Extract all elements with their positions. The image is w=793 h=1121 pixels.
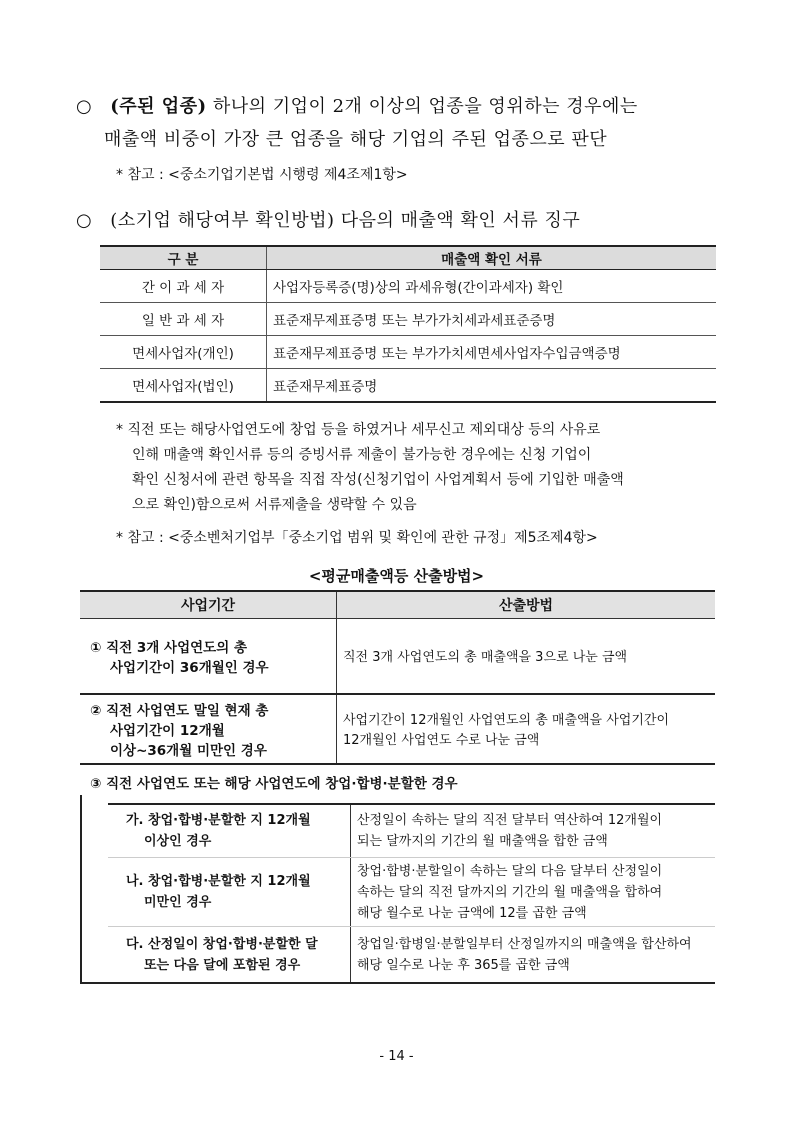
- table-row: [108, 927, 715, 984]
- paragraph-line: 하나의 기업이 2개 이상의 업종을 영위하는 경우에는: [212, 96, 638, 117]
- table-cell: 면세사업자(개인): [100, 336, 267, 369]
- section-text: (소기업 해당여부 확인방법) 다음의 매출액 확인 서류 징구: [110, 210, 581, 231]
- cell-line: 가. 창업·합병·분할한 지 12개월: [126, 813, 311, 828]
- table-row: [100, 336, 716, 369]
- startup-merger-method-table: [108, 803, 715, 983]
- table-cell: 사업자등록증(명)상의 과세유형(간이과세자) 확인: [267, 270, 717, 303]
- table-cell: 면세사업자(법인): [100, 369, 267, 403]
- cell-line: ① 직전 3개 사업연도의 총: [90, 640, 247, 656]
- period-cell: [108, 927, 351, 984]
- row3-heading: ③ 직전 사업연도 또는 해당 사업연도에 창업·합병·분할한 경우: [90, 776, 458, 792]
- cell-line: ② 직전 사업연도 말일 현재 총: [90, 703, 269, 719]
- table-cell: 표준재무제표증명 또는 부가가치세면세사업자수입금액증명: [267, 336, 717, 369]
- table-cell: 표준재무제표증명 또는 부가가치세과세표준증명: [267, 303, 717, 336]
- page-number: - 14 -: [379, 1049, 414, 1064]
- column-header: 산출방법: [337, 591, 716, 619]
- cell-line: 12개월인 사업연도 수로 나눈 금액: [343, 733, 540, 748]
- average-sales-method-table: [80, 590, 715, 765]
- period-cell: [108, 804, 351, 858]
- bullet-circle: ○: [76, 96, 93, 117]
- method-cell: 직전 3개 사업연도의 총 매출액을 3으로 나눈 금액: [337, 623, 716, 694]
- cell-line: 미만인 경우: [144, 895, 212, 910]
- period-cell: [80, 699, 337, 764]
- reference-note: * 참고 : <중소벤처기업부「중소기업 범위 및 확인에 관한 규정」제5조제4항>: [116, 530, 598, 546]
- table-bottom-rule: [80, 982, 715, 984]
- cell-line: 창업일·합병일·분할일부터 산정일까지의 매출액을 합산하여: [357, 937, 692, 952]
- section-heading: (주된 업종): [110, 96, 207, 117]
- table-row: [100, 303, 716, 336]
- table-row: [100, 270, 716, 303]
- cell-line: 해당 일수로 나눈 후 365를 곱한 금액: [357, 958, 570, 973]
- method-cell: [351, 804, 716, 858]
- column-header: 구 분: [100, 246, 267, 270]
- cell-line: 사업기간이 12개월: [110, 723, 225, 739]
- method-cell: [351, 927, 716, 984]
- cell-line: 창업·합병·분할일이 속하는 달의 다음 달부터 산정일이: [357, 863, 663, 879]
- table-cell: 일 반 과 세 자: [100, 303, 267, 336]
- cell-line: 산정일이 속하는 달의 직전 달부터 역산하여 12개월이: [357, 813, 663, 828]
- period-cell: [80, 623, 337, 694]
- section-small-business-check: [76, 206, 580, 232]
- cell-line: 속하는 달의 직전 달까지의 기간의 월 매출액을 합하여: [357, 884, 663, 900]
- note-line: 인해 매출액 확인서류 등의 증빙서류 제출이 불가능한 경우에는 신청 기업이: [132, 447, 592, 463]
- table-header-row: [80, 591, 715, 619]
- cell-line: 사업기간이 12개월인 사업연도의 총 매출액을 사업기간이: [343, 713, 670, 728]
- bullet-circle: ○: [76, 210, 93, 231]
- note-line: 확인 신청서에 관련 항목을 직접 작성(신청기업이 사업계획서 등에 기입한 매출액: [132, 472, 624, 488]
- cell-line: 나. 창업·합병·분할한 지 12개월: [126, 874, 311, 889]
- column-header: 사업기간: [80, 591, 337, 619]
- period-cell: [108, 858, 351, 927]
- table-row: [108, 858, 715, 927]
- cell-line: 이상인 경우: [144, 834, 212, 849]
- method-cell: [337, 699, 716, 764]
- cell-line: 사업기간이 36개월인 경우: [110, 660, 269, 676]
- reference-note: * 참고 : <중소기업기본법 시행령 제4조제1항>: [116, 167, 408, 183]
- table-row: [80, 699, 715, 764]
- cell-line: 되는 달까지의 기간의 월 매출액을 합한 금액: [357, 834, 608, 849]
- cell-line: 이상~36개월 미만인 경우: [110, 743, 267, 759]
- sales-document-table: [100, 245, 716, 403]
- table-row: [100, 369, 716, 403]
- paragraph-line: 매출액 비중이 가장 큰 업종을 해당 기업의 주된 업종으로 판단: [104, 129, 608, 150]
- method-cell: [351, 858, 716, 927]
- table-left-rule: [80, 795, 82, 984]
- cell-line: 다. 산정일이 창업·합병·분할한 달: [126, 937, 318, 952]
- table-title: <평균매출액등 산출방법>: [308, 567, 485, 585]
- table-header-row: [100, 246, 716, 270]
- table-row: [80, 623, 715, 694]
- cell-line: 해당 월수로 나눈 금액에 12를 곱한 금액: [357, 905, 587, 921]
- table-cell: 간 이 과 세 자: [100, 270, 267, 303]
- table-cell: 표준재무제표증명: [267, 369, 717, 403]
- section-main-business: [76, 92, 638, 118]
- note-line: * 직전 또는 해당사업연도에 창업 등을 하였거나 세무신고 제외대상 등의 사유로: [116, 422, 601, 438]
- cell-line: 또는 다음 달에 포함된 경우: [144, 958, 301, 973]
- note-line: 으로 확인)함으로써 서류제출을 생략할 수 있음: [132, 497, 417, 513]
- table-row: [108, 804, 715, 858]
- column-header: 매출액 확인 서류: [267, 246, 717, 270]
